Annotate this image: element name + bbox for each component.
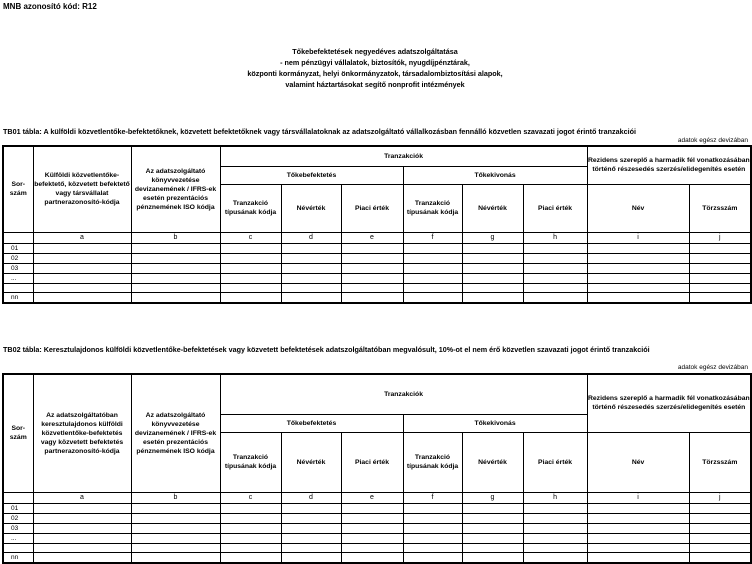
col-rezidens: Rezidens szereplő a harmadik fél vonatkozásában történő részesedés szerzés/elidegenítés esetén [587,146,751,184]
col-tranzakcio-kod: Tranzakció típusának kódja [403,184,462,232]
col-letter: c [220,232,281,243]
heading-line: - nem pénzügyi vállalatok, biztosítók, nyugdíjpénztárak, [280,58,470,67]
col-tranzakciok: Tranzakciók [220,374,587,414]
data-cell[interactable] [131,503,220,513]
row-number: 03 [3,263,33,273]
col-letter [3,232,33,243]
data-cell[interactable] [33,513,131,523]
col-piaci-ertek: Piaci érték [341,184,403,232]
data-cell[interactable] [462,552,523,563]
col-sorszam: Sor-szám [3,146,33,232]
data-cell[interactable] [689,243,751,253]
data-cell[interactable] [131,292,220,303]
table-row [3,243,751,253]
data-cell[interactable] [689,263,751,273]
col-piaci-ertek: Piaci érték [523,184,587,232]
tb02-unit: adatok egész devizában [677,364,748,371]
row-number: 01 [3,503,33,513]
data-cell[interactable] [587,283,689,292]
col-tranzakcio-kod: Tranzakció típusának kódja [220,432,281,492]
col-tokebefektetes: Tőkebefektetés [220,166,403,184]
data-cell[interactable] [523,292,587,303]
data-cell[interactable] [462,523,523,533]
table-row [3,283,751,292]
data-cell[interactable] [220,283,281,292]
col-tranzakcio-kod: Tranzakció típusának kódja [403,432,462,492]
data-cell[interactable] [462,253,523,263]
tb02-table [2,373,752,564]
data-cell[interactable] [689,503,751,513]
data-cell[interactable] [341,263,403,273]
data-cell[interactable] [403,283,462,292]
data-cell[interactable] [587,533,689,543]
data-cell[interactable] [587,552,689,563]
data-cell[interactable] [33,533,131,543]
data-cell[interactable] [523,243,587,253]
tb01-table [2,145,752,304]
col-piaci-ertek: Piaci érték [341,432,403,492]
data-cell[interactable] [281,543,341,552]
col-letter: g [462,232,523,243]
row-number: ... [3,273,33,283]
mnb-code: MNB azonosító kód: R12 [3,2,97,11]
col-letter: c [220,492,281,503]
data-cell[interactable] [281,243,341,253]
data-cell[interactable] [220,543,281,552]
row-number: 03 [3,523,33,533]
data-cell[interactable] [587,263,689,273]
data-cell[interactable] [281,503,341,513]
col-letter: f [403,492,462,503]
col-iso-code: Az adatszolgáltató könyvvezetése devizanemének / IFRS-ek esetén prezentációs pénznemének ISO kódja [131,146,220,232]
row-number: nn [3,552,33,563]
data-cell[interactable] [689,523,751,533]
data-cell[interactable] [462,273,523,283]
data-cell[interactable] [403,543,462,552]
data-cell[interactable] [403,253,462,263]
col-letter: b [131,232,220,243]
data-cell[interactable] [131,263,220,273]
data-cell[interactable] [131,243,220,253]
heading-line: valamint háztartásokat segítő nonprofit intézmények [285,80,465,89]
row-number: nn [3,292,33,303]
data-cell[interactable] [33,263,131,273]
data-cell[interactable] [281,292,341,303]
data-cell[interactable] [587,253,689,263]
data-cell[interactable] [33,243,131,253]
heading-line: központi kormányzat, helyi önkormányzatok, társadalombiztosítási alapok, [247,69,503,78]
col-tokekivonas: Tőkekivonás [403,166,587,184]
table-row [3,523,751,533]
data-cell[interactable] [462,513,523,523]
tb01-title: TB01 tábla: A külföldi közvetlentőke-befektetőknek, közvetett befektetőknek vagy társvállalatoknak az adatszolgáltató vállalkozásban fennálló közvetlen szavazati jogot érintő tranzakciói [3,127,636,136]
data-cell[interactable] [403,273,462,283]
row-number: ... [3,533,33,543]
col-partner-code: Az adatszolgáltatóban keresztulajdonos külföldi közvetlentőke-befektetés vagy közvetett befektetés partnerazonosító-kódja [33,374,131,492]
data-cell[interactable] [131,552,220,563]
data-cell[interactable] [33,523,131,533]
col-letter: d [281,492,341,503]
col-piaci-ertek: Piaci érték [523,432,587,492]
data-cell[interactable] [403,552,462,563]
col-letter [3,492,33,503]
data-cell[interactable] [689,533,751,543]
table-row [3,503,751,513]
data-cell[interactable] [341,513,403,523]
col-letter: b [131,492,220,503]
data-cell[interactable] [689,283,751,292]
data-cell[interactable] [587,513,689,523]
col-letter: d [281,232,341,243]
data-cell[interactable] [33,543,131,552]
row-number: 01 [3,243,33,253]
data-cell[interactable] [403,523,462,533]
row-number: 02 [3,253,33,263]
data-cell[interactable] [689,273,751,283]
col-tokekivonas: Tőkekivonás [403,414,587,432]
data-cell[interactable] [220,503,281,513]
col-iso-code: Az adatszolgáltató könyvvezetése devizanemének / IFRS-ek esetén prezentációs pénznemének ISO kódja [131,374,220,492]
data-cell[interactable] [689,513,751,523]
data-cell[interactable] [523,253,587,263]
data-cell[interactable] [462,533,523,543]
data-cell[interactable] [523,263,587,273]
col-letter: j [689,232,751,243]
data-cell[interactable] [341,533,403,543]
col-tranzakcio-kod: Tranzakció típusának kódja [220,184,281,232]
data-cell[interactable] [587,243,689,253]
data-cell[interactable] [33,273,131,283]
data-cell[interactable] [403,513,462,523]
data-cell[interactable] [403,292,462,303]
data-cell[interactable] [403,533,462,543]
data-cell[interactable] [523,523,587,533]
col-torzsszam: Törzsszám [689,184,751,232]
data-cell[interactable] [33,292,131,303]
data-cell[interactable] [403,263,462,273]
tb02-title: TB02 tábla: Keresztulajdonos külföldi közvetlentőke-befektetések vagy közvetett befektetések adatszolgáltatóban megvalósult, 10%-ot el nem érő közvetlen szavazati jogot érintő tranzakciói [3,345,650,354]
col-letter: f [403,232,462,243]
data-cell[interactable] [131,283,220,292]
table-row [3,253,751,263]
table-row [3,263,751,273]
table-row [3,533,751,543]
data-cell[interactable] [462,263,523,273]
col-tokebefektetes: Tőkebefektetés [220,414,403,432]
row-number: 02 [3,513,33,523]
data-cell[interactable] [341,292,403,303]
data-cell[interactable] [341,503,403,513]
data-cell[interactable] [462,283,523,292]
col-rezidens: Rezidens szereplő a harmadik fél vonatkozásában történő részesedés szerzés/elidegenítés esetén [587,374,751,432]
col-nevertek: Névérték [281,184,341,232]
data-cell[interactable] [281,263,341,273]
data-cell[interactable] [523,533,587,543]
data-cell[interactable] [281,523,341,533]
data-cell[interactable] [220,253,281,263]
table-row [3,552,751,563]
col-letter: e [341,492,403,503]
data-cell[interactable] [587,292,689,303]
data-cell[interactable] [281,283,341,292]
data-cell[interactable] [281,533,341,543]
data-cell[interactable] [281,273,341,283]
data-cell[interactable] [131,543,220,552]
col-letter: a [33,232,131,243]
tb01-unit: adatok egész devizában [677,137,748,144]
data-cell[interactable] [341,243,403,253]
row-number [3,543,33,552]
data-cell[interactable] [220,273,281,283]
data-cell[interactable] [341,543,403,552]
data-cell[interactable] [587,273,689,283]
col-letter: i [587,492,689,503]
data-cell[interactable] [523,552,587,563]
data-cell[interactable] [523,283,587,292]
data-cell[interactable] [220,292,281,303]
data-cell[interactable] [689,292,751,303]
col-tranzakciok: Tranzakciók [220,146,587,166]
data-cell[interactable] [462,503,523,513]
data-cell[interactable] [281,253,341,263]
col-letter: j [689,492,751,503]
data-cell[interactable] [403,503,462,513]
col-letter: i [587,232,689,243]
data-cell[interactable] [689,543,751,552]
data-cell[interactable] [220,523,281,533]
data-cell[interactable] [341,523,403,533]
data-cell[interactable] [220,513,281,523]
table-row [3,292,751,303]
data-cell[interactable] [523,273,587,283]
row-number [3,283,33,292]
table-row [3,543,751,552]
data-cell[interactable] [220,243,281,253]
col-letter: h [523,232,587,243]
data-cell[interactable] [462,543,523,552]
data-cell[interactable] [587,523,689,533]
data-cell[interactable] [523,503,587,513]
table-row [3,513,751,523]
data-cell[interactable] [131,273,220,283]
data-cell[interactable] [220,263,281,273]
data-cell[interactable] [341,552,403,563]
col-letter: g [462,492,523,503]
data-cell[interactable] [220,533,281,543]
table-row [3,273,751,283]
data-cell[interactable] [33,253,131,263]
data-cell[interactable] [131,513,220,523]
data-cell[interactable] [220,552,281,563]
data-cell[interactable] [131,523,220,533]
data-cell[interactable] [523,513,587,523]
heading-line: Tőkebefektetések negyedéves adatszolgáltatása [292,47,458,56]
col-nevertek: Névérték [281,432,341,492]
data-cell[interactable] [587,503,689,513]
data-cell[interactable] [33,503,131,513]
data-cell[interactable] [462,243,523,253]
document-heading [150,46,600,90]
data-cell[interactable] [462,292,523,303]
data-cell[interactable] [341,273,403,283]
col-letter: h [523,492,587,503]
col-sorszam: Sor-szám [3,374,33,492]
data-cell[interactable] [33,283,131,292]
data-cell[interactable] [523,543,587,552]
data-cell[interactable] [131,533,220,543]
data-cell[interactable] [689,253,751,263]
data-cell[interactable] [281,513,341,523]
col-torzsszam: Törzsszám [689,432,751,492]
data-cell[interactable] [341,253,403,263]
data-cell[interactable] [341,283,403,292]
data-cell[interactable] [689,552,751,563]
col-partner-code: Külföldi közvetlentőke-befektető, közvetett befektető vagy társvállalat partnerazonosító-kódja [33,146,131,232]
col-nevertek: Névérték [462,184,523,232]
col-nev: Név [587,184,689,232]
data-cell[interactable] [33,552,131,563]
data-cell[interactable] [281,552,341,563]
col-nev: Név [587,432,689,492]
col-letter: a [33,492,131,503]
data-cell[interactable] [131,253,220,263]
col-letter: e [341,232,403,243]
col-nevertek: Névérték [462,432,523,492]
data-cell[interactable] [403,243,462,253]
data-cell[interactable] [587,543,689,552]
